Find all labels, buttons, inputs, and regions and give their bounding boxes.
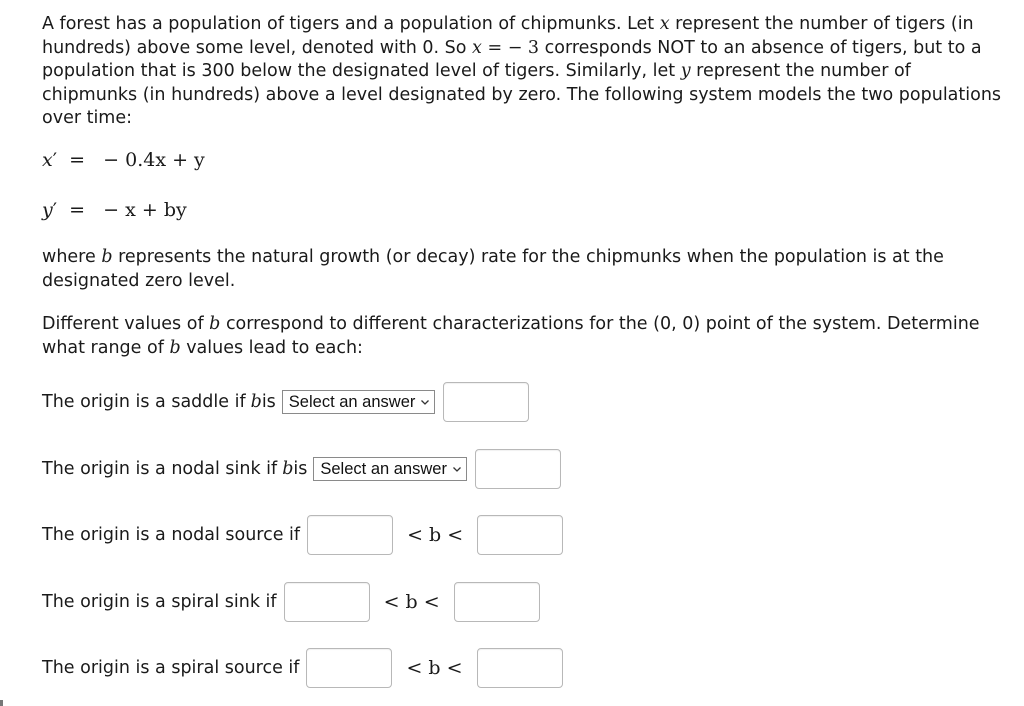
saddle-select-value: Select an answer (288, 392, 416, 411)
spiral-sink-lower-input[interactable] (284, 582, 370, 622)
where-text-1: where (42, 247, 102, 267)
eq2-lhs: y (42, 199, 53, 221)
saddle-label-is: is (261, 392, 276, 412)
nodal-source-lower-input[interactable] (307, 515, 393, 555)
equation-y-prime (42, 199, 187, 221)
spiral-sink-upper-input[interactable] (454, 582, 540, 622)
var-b: b (282, 459, 294, 479)
intro-text-2: represent the number of tigers (in hundreds) above some level, denoted with 0. So (42, 14, 974, 58)
nodal-sink-select[interactable] (313, 457, 467, 481)
nodal-sink-label-is: is (293, 459, 308, 479)
spiral-source-lower-input[interactable] (306, 648, 392, 688)
eq2-rhs: ′ = − x + by (52, 199, 187, 221)
problem-intro (42, 13, 1002, 131)
nodal-source-label: The origin is a nodal source if (42, 525, 301, 545)
intro-text-3: corresponds NOT to an absence of tigers, but to a population that is 300 below the designated level of tigers. Similarly, let (42, 37, 982, 81)
eq1-rhs: ′ = − 0.4x + y (52, 149, 205, 171)
spiral-sink-row (42, 581, 540, 623)
spiral-sink-label: The origin is a spiral sink if (42, 592, 277, 612)
nodal-source-upper-input[interactable] (477, 515, 563, 555)
intro-text-4: represent the number of chipmunks (in hundreds) above a level designated by zero. The following system models the two populations over time: (42, 61, 1002, 128)
different-text-2: correspond to different characterizations for the (0, 0) point of the system. Determine what range of (42, 314, 980, 358)
intro-text-1: A forest has a population of tigers and a population of chipmunks. Let (42, 14, 660, 34)
saddle-input[interactable] (443, 382, 529, 422)
window-edge (0, 700, 3, 706)
var-b: b (101, 247, 113, 267)
saddle-label: The origin is a saddle if (42, 392, 246, 412)
var-b: b (209, 314, 221, 334)
spiral-source-row (42, 647, 563, 689)
equation-x-prime (42, 149, 205, 171)
spiral-source-label: The origin is a spiral source if (42, 658, 300, 678)
nodal-source-row (42, 514, 563, 556)
spiral-source-upper-input[interactable] (477, 648, 563, 688)
saddle-select[interactable] (282, 390, 436, 414)
different-text-1: Different values of (42, 314, 210, 334)
var-x: x (659, 14, 670, 34)
where-paragraph (42, 246, 1002, 293)
different-text-3: values lead to each: (180, 337, 363, 358)
nodal-sink-input[interactable] (475, 449, 561, 489)
inequality-b: < b < (407, 524, 464, 546)
nodal-sink-label: The origin is a nodal sink if (42, 459, 278, 479)
different-paragraph (42, 313, 1002, 360)
chevron-down-icon (420, 397, 430, 407)
inequality-b: < b < (406, 657, 463, 679)
x-equals-expression: = − 3 (481, 37, 540, 58)
inequality-b: < b < (383, 591, 440, 613)
var-y: y (680, 61, 691, 81)
nodal-sink-select-value: Select an answer (320, 459, 447, 478)
var-x: x (472, 37, 482, 58)
var-b: b (169, 337, 181, 358)
eq1-lhs: x (42, 149, 53, 171)
nodal-sink-row (42, 448, 561, 490)
var-b: b (250, 392, 262, 412)
saddle-row (42, 381, 529, 423)
chevron-down-icon (452, 464, 462, 474)
where-text-2: represents the natural growth (or decay) rate for the chipmunks when the population is at the designated zero level. (42, 247, 944, 291)
